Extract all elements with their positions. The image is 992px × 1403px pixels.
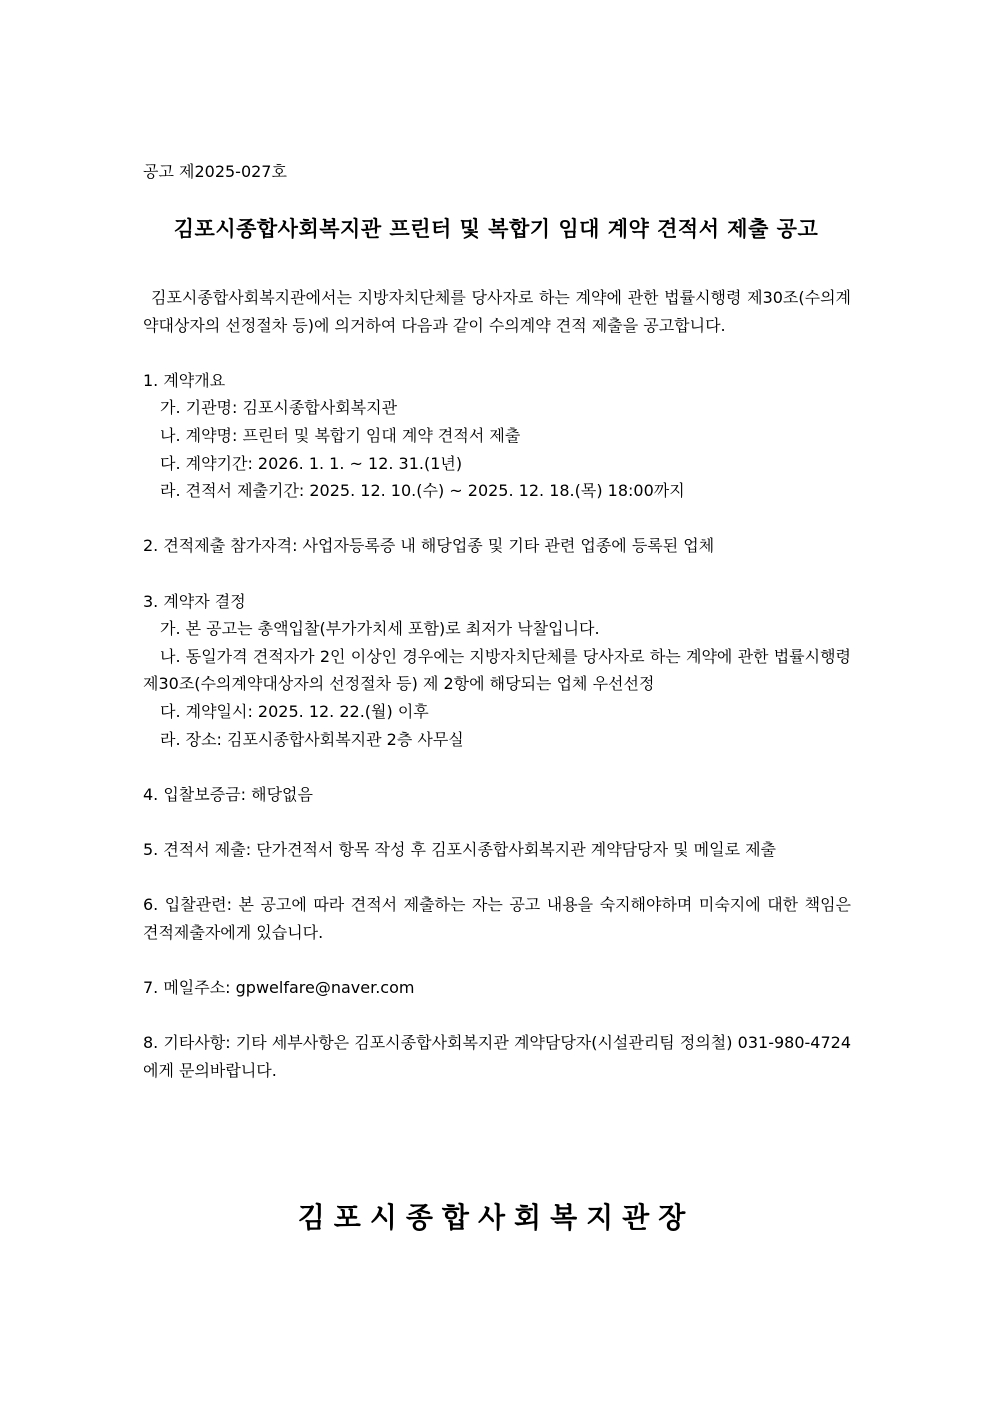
list-item: 다. 계약일시: 2025. 12. 22.(월) 이후 xyxy=(160,701,429,721)
section-heading: 1. 계약개요 xyxy=(143,370,226,390)
list-item: 라. 견적서 제출기간: 2025. 12. 10.(수) ~ 2025. 12. 18.(목) 18:00까지 xyxy=(160,481,685,501)
spacer xyxy=(143,560,851,588)
section-contract-overview xyxy=(143,367,851,505)
section-email: 7. 메일주소: gpwelfare@naver.com xyxy=(143,977,415,997)
list-item: 다. 계약기간: 2026. 1. 1. ~ 12. 31.(1년) xyxy=(160,453,463,473)
section-contractor-decision xyxy=(143,588,851,754)
section-bid-deposit: 4. 입찰보증금: 해당없음 xyxy=(143,784,313,804)
notice-number: 공고 제2025-027호 xyxy=(143,162,287,181)
spacer xyxy=(143,808,851,836)
list-item: 라. 장소: 김포시종합사회복지관 2층 사무실 xyxy=(160,729,464,749)
spacer xyxy=(143,753,851,781)
spacer xyxy=(143,863,851,891)
list-item: 가. 기관명: 김포시종합사회복지관 xyxy=(160,398,398,418)
spacer xyxy=(143,505,851,533)
section-bid-related: 6. 입찰관련: 본 공고에 따라 견적서 제출하는 자는 공고 내용을 숙지해야하며 미숙지에 대한 책임은 견적제출자에게 있습니다. xyxy=(143,895,851,942)
section-other: 8. 기타사항: 기타 세부사항은 김포시종합사회복지관 계약담당자(시설관리팀 정의철) 031-980-4724에게 문의바랍니다. xyxy=(143,1033,851,1080)
spacer xyxy=(143,1001,851,1029)
list-item: 나. 계약명: 프린터 및 복합기 임대 계약 견적서 제출 xyxy=(160,425,521,445)
section-heading: 3. 계약자 결정 xyxy=(143,591,246,611)
notice-body xyxy=(143,284,851,1084)
document-title: 김포시종합사회복지관 프린터 및 복합기 임대 계약 견적서 제출 공고 xyxy=(173,217,819,241)
section-eligibility: 2. 견적제출 참가자격: 사업자등록증 내 해당업종 및 기타 관련 업종에 등록된 업체 xyxy=(143,536,715,556)
spacer xyxy=(143,339,851,367)
spacer xyxy=(143,946,851,974)
section-submission: 5. 견적서 제출: 단가견적서 항목 작성 후 김포시종합사회복지관 계약담당자 및 메일로 제출 xyxy=(143,839,777,859)
issuer-signature: 김포시종합사회복지관장 xyxy=(297,1201,695,1234)
list-item: 나. 동일가격 견적자가 2인 이상인 경우에는 지방자치단체를 당사자로 하는 계약에 관한 법률시행령 제30조(수의계약대상자의 선정절차 등) 제 2항에 해당되는 업체 우선선정 xyxy=(143,646,851,694)
list-item: 가. 본 공고는 총액입찰(부가가치세 포함)로 최저가 낙찰입니다. xyxy=(160,619,600,639)
intro-paragraph: 김포시종합사회복지관에서는 지방자치단체를 당사자로 하는 계약에 관한 법률시행령 제30조(수의계약대상자의 선정절차 등)에 의거하여 다음과 같이 수의계약 견적 제출을 공고합니다. xyxy=(143,288,851,335)
